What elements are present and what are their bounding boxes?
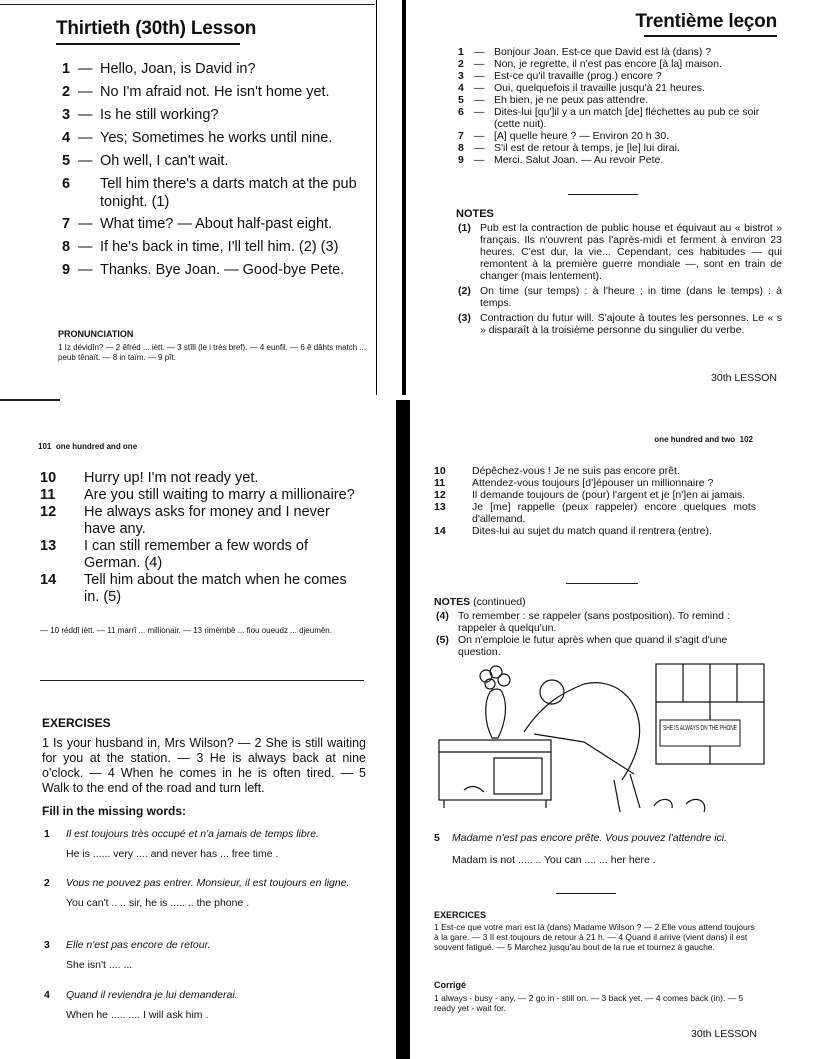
- notes-list: [458, 222, 782, 336]
- page-number: 102: [739, 435, 753, 444]
- center-binding-bottom: [396, 400, 410, 1059]
- fill-item: 5 Madame n'est pas encore prête. Vous pouvez l'attendre ici. Madam is not ..... .. You can .... ... her here .: [434, 832, 764, 866]
- cartoon-illustration: [434, 662, 774, 820]
- dialogue-line: 3 — Is he still working?: [62, 107, 219, 123]
- pronunciation-text: 1 Iz dévidîn? — 2 êfréd ... iètt. — 3 stîll (le i très bref). — 4 eunfil. — 6 ê dâhts match ... peub tênaït. — 8 in taïm. — 9 pît.: [58, 343, 367, 362]
- dialogue-line: 11 Are you still waiting to marry a millionaire?: [40, 487, 355, 503]
- english-lesson-title: Thirtieth (30th) Lesson: [56, 18, 257, 39]
- dialogue-line: 4 — Yes; Sometimes he works until nine.: [62, 130, 333, 146]
- pronunciation-heading: PRONUNCIATION: [58, 329, 134, 339]
- notes-heading: NOTES: [456, 208, 494, 220]
- title-underline: [644, 35, 777, 37]
- page-header: [38, 442, 137, 451]
- fill-item: 1 Il est toujours très occupé et n'a jamais de temps libre. He is ...... very .... and never has ... free time .: [44, 828, 370, 860]
- dialogue-line: 6 — Dites-lui [qu']il y a un match [de] fléchettes au pub ce soir (cette nuit).: [458, 106, 760, 130]
- english-page-101: [0, 400, 396, 1059]
- page-number-words: one hundred and two: [654, 435, 736, 444]
- french-dialogue-continued: [434, 465, 756, 537]
- note-item: (3) Contraction du futur will. S'ajoute à toutes les personnes. Le « s » disparaît à la troisième personne du singulier du verbe.: [458, 312, 782, 336]
- dialogue-line: 13 Je [me] rappelle (peux rappeler) encore quelques mots d'allemand.: [434, 501, 756, 525]
- dialogue-line: 9 — Merci. Salut Joan. — Au revoir Pete.: [458, 154, 664, 166]
- vase: [486, 689, 506, 738]
- dialogue-line: 6 Tell him there's a darts match at the pub tonight. (1): [62, 176, 357, 210]
- english-dialogue-continued: [40, 470, 362, 606]
- fill-answer: You can't .. .. sir, he is ..... .. the phone .: [66, 897, 250, 909]
- english-lesson-top: [0, 0, 380, 400]
- french-page-102: [410, 400, 817, 1059]
- note-item: (4) To remember : se rappeler (sans postposition). To remind : rappeler à quelqu'un.: [436, 610, 730, 634]
- page-header: [654, 435, 753, 444]
- note-item: (5) On n'emploie le futur après when que quand il s'agit d'une question.: [436, 634, 728, 658]
- dialogue-line: 1 — Hello, Joan, is David in?: [62, 61, 256, 77]
- dialogue-line: 10 Hurry up! I'm not ready yet.: [40, 470, 259, 486]
- dialogue-line: 12 He always asks for money and I never have any.: [40, 504, 330, 537]
- exercises-text: 1 Is your husband in, Mrs Wilson? — 2 She is still waiting for you at the station. — 3 He is always back at nine o'clock. — 4 When he comes in he is often tired. — 5 Walk to the end of the road and turn left.: [42, 736, 366, 795]
- dialogue-line: 8 — S'il est de retour à temps, je [le] lui dirai.: [458, 142, 680, 154]
- note-item: (1) Pub est la contraction de public house et équivaut au « bistrot » français. Ils n'ouvrent pas l'après-midi et ferment à environ 23 heures. C'est dur, la vie... Cependant, ces habitudes — qui remontent à la première guerre mondiale —, sont en train de changer (mais lentement).: [458, 222, 782, 282]
- exercices-heading: EXERCICES: [434, 910, 487, 920]
- dialogue-line: 10 Dépêchez-vous ! Je ne suis pas encore prêt.: [434, 465, 680, 477]
- dialogue-line: 2 — Non, je regrette, il n'est pas encore [à la] maison.: [458, 58, 722, 70]
- fill-answer: He is ...... very .... and never has ... free time .: [66, 848, 279, 860]
- dialogue-line: 14 Tell him about the match when he comes in. (5): [40, 572, 347, 605]
- separator: [556, 893, 616, 894]
- notes-list: [436, 610, 758, 658]
- dialogue-line: 9 — Thanks. Bye Joan. — Good-bye Pete.: [62, 262, 345, 278]
- separator: [40, 680, 364, 681]
- page-number: 101: [38, 442, 52, 451]
- fill-item: 3 Elle n'est pas encore de retour. She isn't .... ...: [44, 939, 370, 971]
- fill-answer: When he ..... .... I will ask him .: [66, 1009, 209, 1021]
- dialogue-line: 7 — What time? — About half-past eight.: [62, 216, 333, 232]
- english-dialogue: [62, 60, 380, 284]
- dialogue-line: 3 — Est-ce qu'il travaille (prog.) encore ?: [458, 70, 662, 82]
- exercises-heading: EXERCISES: [42, 716, 111, 730]
- dialogue-line: 5 — Eh bien, je ne peux pas attendre.: [458, 94, 649, 106]
- corrige-text: 1 always - busy - any. — 2 go in - still on. — 3 back yet. — 4 comes back (in). — 5 ready yet - wait for.: [434, 993, 744, 1013]
- page-number-words: one hundred and one: [55, 442, 138, 451]
- french-dialogue: [458, 46, 778, 166]
- french-lesson-top: [410, 0, 817, 400]
- exercices-text: 1 Est-ce que votre mari est là (dans) Madame Wilson ? — 2 Elle vous attend toujours à la gare. — 3 Il est toujours de retour à 21 h. — 4 Quand il arrive (vient dans) il est souvent fatigué. — 5 Marchez jusqu'au bout de la rue et tournez à gauche.: [434, 922, 755, 952]
- dialogue-line: 7 — [A] quelle heure ? — Environ 20 h 30.: [458, 130, 670, 142]
- center-binding-top: [402, 0, 406, 395]
- fill-heading: Fill in the missing words:: [42, 804, 187, 818]
- cabinet: [439, 740, 551, 800]
- notes-heading: NOTES (continued): [434, 596, 526, 608]
- dialogue-line: 14 Dites-lui au sujet du match quand il rentrera (entre).: [434, 525, 712, 537]
- dialogue-line: 2 — No I'm afraid not. He isn't home yet.: [62, 84, 330, 100]
- cartoon-caption: SHE IS ALWAYS ON THE PHONE: [663, 725, 738, 732]
- dialogue-line: 5 — Oh well, I can't wait.: [62, 153, 229, 169]
- fill-answer: She isn't .... ...: [66, 959, 133, 971]
- separator: [568, 194, 638, 195]
- dialogue-line: 13 I can still remember a few words of German. (4): [40, 538, 309, 571]
- page-footer: 30th LESSON: [711, 372, 777, 384]
- french-lesson-title: Trentième leçon: [635, 11, 777, 32]
- page-footer: 30th LESSON: [691, 1028, 757, 1040]
- separator: [566, 583, 638, 584]
- fill-item: 2 Vous ne pouvez pas entrer. Monsieur, il est toujours en ligne. You can't .. .. sir, he is ..... .. the phone .: [44, 877, 370, 909]
- title-underline: [56, 43, 240, 45]
- dialogue-line: 11 Attendez-vous toujours [d']épouser un millionnaire ?: [434, 477, 714, 489]
- pronunciation-text: — 10 réddî iètt. — 11 marrî ... millionair. — 13 rimèmbê ... fiou oueudz ... djeumên.: [40, 626, 332, 635]
- corrige-heading: Corrigé: [434, 980, 467, 990]
- fill-item: 4 Quand il reviendra je lui demanderai. When he ..... .... I will ask him .: [44, 989, 370, 1021]
- fill-answer: Madam is not ..... .. You can .... ... her here .: [452, 854, 656, 866]
- dialogue-line: 1 — Bonjour Joan. Est-ce que David est là (dans) ?: [458, 46, 712, 58]
- dialogue-line: 8 — If he's back in time, I'll tell him. (2) (3): [62, 239, 339, 255]
- dialogue-line: 12 Il demande toujours de (pour) l'argent et je [n']en ai jamais.: [434, 489, 746, 501]
- note-item: (2) On time (sur temps) : à l'heure ; in time (dans le temps) : à temps.: [458, 285, 782, 309]
- dialogue-line: 4 — Oui, quelquefois il travaille jusqu'à 21 heures.: [458, 82, 705, 94]
